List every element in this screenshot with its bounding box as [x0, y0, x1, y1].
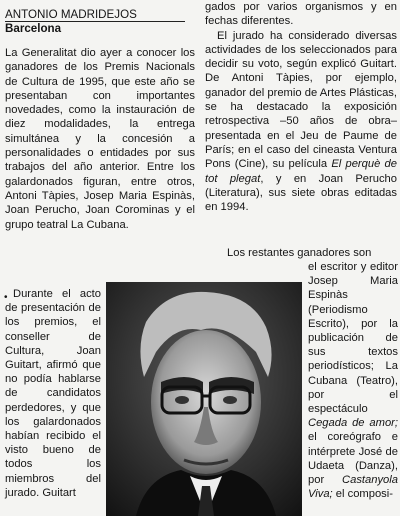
jury-paragraph: El jurado ha considerado diversas actividades de los seleccionados para decidir su voto, según explicó Guitart. De Antoni Tàpies, por ejemplo, ganador del premio de Artes Plásticas, se ha destacado la exposición retrospectiva –50 años de obra– presentada en el Jeu de Paume de París; en el caso del cineasta Ventura Pons (Cine), su película El perquè de tot plegat, y en Joan Perucho (Literatura), sus siete obras editadas en 1994. — [205, 29, 397, 214]
narrow-right-column — [308, 260, 398, 501]
narrow-right-paragraph: el escritor y editor Josep Maria Espinàs (Periodismo Escrito), por la publicación de sus textos periodísticos; La Cubana (Teatro), por el espectáculo Cegada de amor; el coreógrafo e intérprete José de Udaeta (Danza), por Castanyola Viva; el composi- — [308, 261, 398, 501]
lead-paragraph: La Generalitat dio ayer a conocer los ganadores de los Premis Nacionals de Cultura de 1995, que este año se presentaban con importantes novedades, como la instauración de diez modalidades, la entrega simultánea y la concesión a personalidades o entidades por sus trabajos del año anterior. Entre los galardonados figuran, entre otros, Antoni Tàpies, Josep Maria Espinàs, Joan Perucho, Joan Corominas y el grupo teatral La Cubana. — [5, 47, 195, 231]
remaining-winners-lead: Los restantes ganadores son — [227, 247, 372, 259]
right-column — [205, 0, 397, 214]
right-tail — [205, 246, 397, 260]
left-column — [5, 8, 195, 232]
bullet-mark: • — [4, 292, 8, 303]
portrait-photo — [106, 282, 302, 516]
film-title: El perquè de tot plegat — [205, 158, 397, 185]
dateline-place: Barcelona — [5, 22, 62, 35]
byline: ANTONIO MADRIDEJOS — [5, 8, 185, 22]
narrow-left-column — [5, 287, 101, 500]
right-continuation-paragraph: gados por varios organismos y en fechas diferentes. — [205, 1, 397, 28]
narrow-left-paragraph: Durante el acto de presentación de los premios, el conseller de Cultura, Joan Guitart, afirmó que no podía hablarse de candidatos perdedores, y que los galardonados habían recibido el visto bueno de todos los miembros del jurado. Guitart — [5, 288, 101, 499]
portrait-photo-image — [106, 282, 302, 516]
